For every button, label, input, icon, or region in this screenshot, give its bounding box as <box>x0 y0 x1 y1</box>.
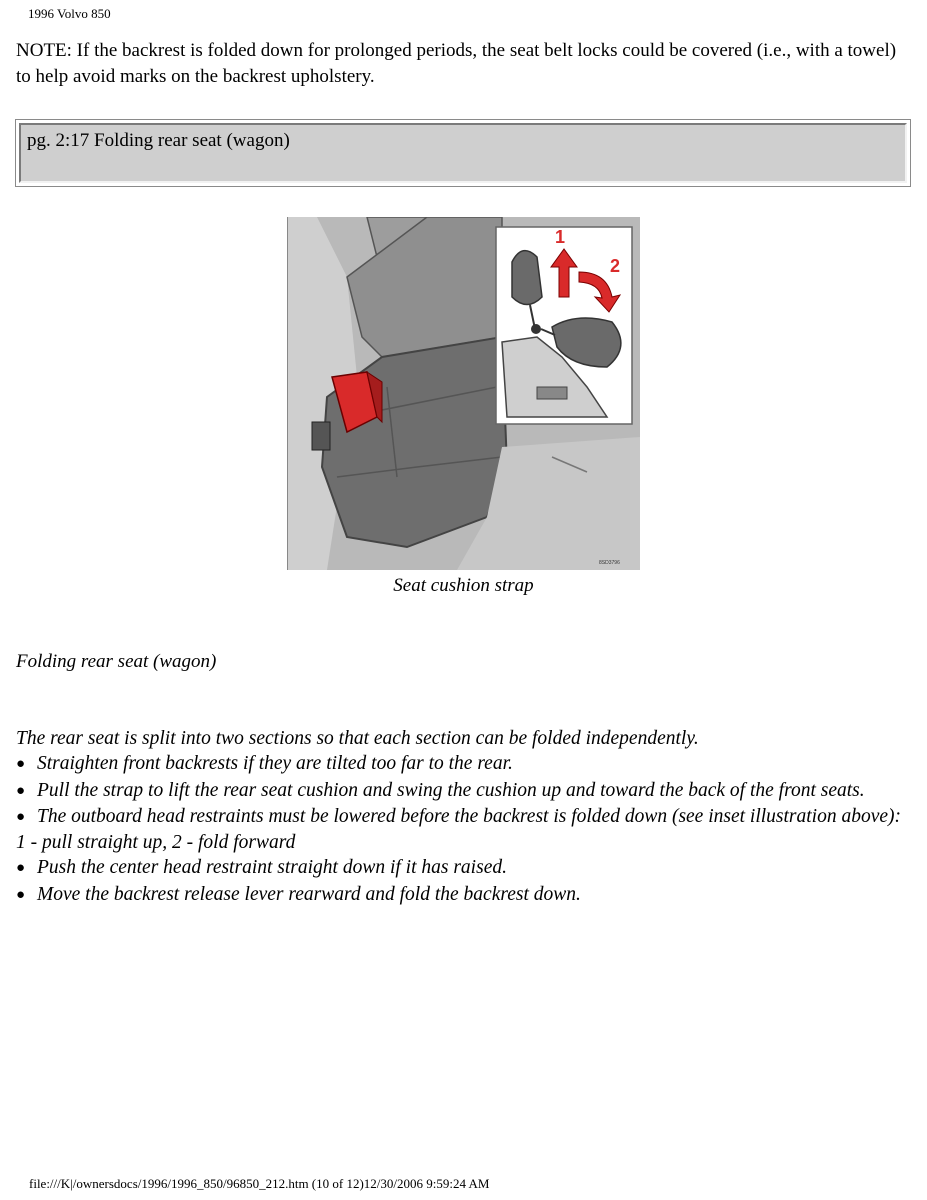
callout-2-label: 2 <box>610 256 621 276</box>
callout-1-label: 1 <box>555 227 566 247</box>
bullet-icon: ● <box>16 886 26 903</box>
list-item: ● The outboard head restraints must be lowered before the backrest is folded down (see inset illustration above): <box>16 804 906 830</box>
list-item: ● Move the backrest release lever rearward and fold the backrest down. <box>16 882 906 908</box>
list-item: ● Push the center head restraint straight down if it has raised. <box>16 855 906 881</box>
section-title: pg. 2:17 Folding rear seat (wagon) <box>27 130 290 151</box>
page-footer-url: file:///K|/ownersdocs/1996/1996_850/96850_212.htm (10 of 12)12/30/2006 9:59:24 AM <box>29 1176 490 1191</box>
page-header-title: 1996 Volvo 850 <box>28 6 111 21</box>
list-item: ● Pull the strap to lift the rear seat cushion and swing the cushion up and toward the back of the front seats. <box>16 778 906 804</box>
bullet-icon: ● <box>16 808 26 825</box>
section-header-box <box>15 119 911 187</box>
step-instructions: 1 - pull straight up, 2 - fold forward <box>16 832 296 854</box>
note-paragraph: NOTE: If the backrest is folded down for prolonged periods, the seat belt locks could be covered (i.e., with a towel) to help avoid marks on the backrest upholstery. <box>16 40 897 87</box>
instructions-body <box>16 726 906 908</box>
figure-caption: Seat cushion strap <box>393 575 534 596</box>
bullet-icon: ● <box>16 860 26 877</box>
intro-paragraph: The rear seat is split into two sections so that each section can be folded independently. <box>16 728 699 749</box>
section-subheading: Folding rear seat (wagon) <box>16 651 217 672</box>
section-header-inner <box>19 123 907 183</box>
seat-strap <box>312 422 330 450</box>
rear-seat-illustration <box>287 217 640 570</box>
illustration-code: 8SD3796 <box>599 560 620 566</box>
bullet-icon: ● <box>16 756 26 773</box>
inset-illustration <box>496 227 632 424</box>
list-item: ● Straighten front backrests if they are tilted too far to the rear. <box>16 751 906 777</box>
bullet-icon: ● <box>16 782 26 799</box>
